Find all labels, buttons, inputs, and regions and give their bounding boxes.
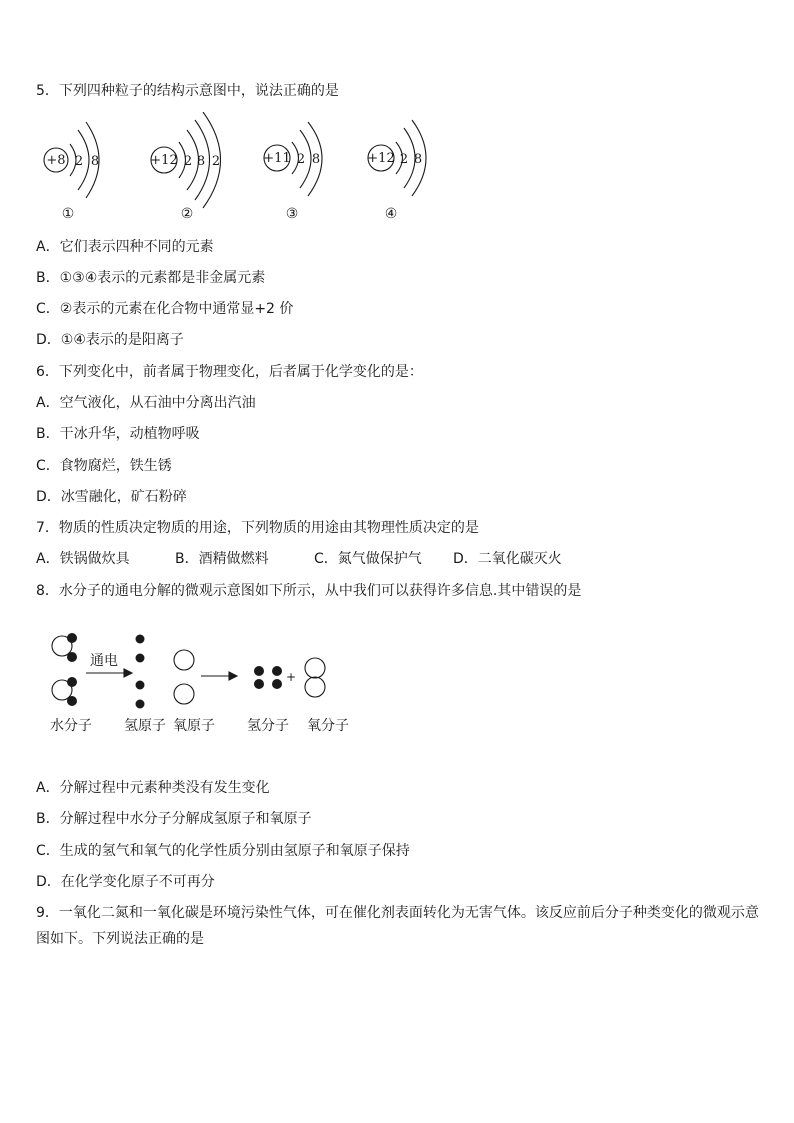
hydrogen-atom-dot xyxy=(67,652,77,662)
diagram-mark: ① xyxy=(61,206,75,222)
hydrogen-atom-dot xyxy=(136,635,145,644)
oxygen-atom-circle xyxy=(305,677,325,697)
q8-option-c: C．生成的氢气和氧气的化学性质分别由氢原子和氧原子保持 xyxy=(36,843,410,859)
water-electrolysis-diagram xyxy=(0,628,794,743)
hydrogen-atom-dot xyxy=(136,654,145,663)
shell-electrons: 2 xyxy=(399,152,409,167)
hydrogen-atom-dot xyxy=(254,666,264,676)
oxygen-atom-circle xyxy=(174,650,194,670)
label-oxygen-molecule: 氧分子 xyxy=(307,718,349,734)
question-5-stem: 5．下列四种粒子的结构示意图中，说法正确的是 xyxy=(36,83,339,99)
q7-option-b: B．酒精做燃料 xyxy=(175,551,269,567)
diagram-mark: ④ xyxy=(384,206,398,222)
hydrogen-atom-dot xyxy=(136,700,145,709)
nucleus-charge: +8 xyxy=(46,153,66,168)
question-7-stem: 7．物质的性质决定物质的用途，下列物质的用途由其物理性质决定的是 xyxy=(36,520,479,536)
diagram-mark: ③ xyxy=(285,206,299,222)
shell-electrons: 2 xyxy=(211,154,221,169)
hydrogen-atom-dot xyxy=(136,681,145,690)
hydrogen-atom-dot xyxy=(272,679,282,689)
q5-option-a: A．它们表示四种不同的元素 xyxy=(36,239,214,255)
atomic-structure-diagrams xyxy=(0,112,794,222)
q6-option-c: C．食物腐烂，铁生锈 xyxy=(36,458,172,474)
plus-sign: + xyxy=(285,670,297,684)
arrowhead xyxy=(229,672,237,680)
q8-option-a: A．分解过程中元素种类没有发生变化 xyxy=(36,780,270,796)
q6-option-d: D．冰雪融化，矿石粉碎 xyxy=(36,489,187,505)
arrow-label: 通电 xyxy=(90,653,118,669)
hydrogen-atom-dot xyxy=(272,666,282,676)
q5-option-d: D．①④表示的是阳离子 xyxy=(36,332,184,348)
q8-option-d: D．在化学变化原子不可再分 xyxy=(36,874,215,890)
shell-electrons: 2 xyxy=(296,152,306,167)
hydrogen-atom-dot xyxy=(67,696,77,706)
q7-option-d: D．二氧化碳灭火 xyxy=(453,551,562,567)
arrowhead xyxy=(124,669,132,677)
question-6-stem: 6．下列变化中，前者属于物理变化，后者属于化学变化的是： xyxy=(36,364,423,380)
nucleus-charge: +11 xyxy=(263,151,291,166)
question-9-stem: 9．一氧化二氮和一氧化碳是环境污染性气体，可在催化剂表面转化为无害气体。该反应前后分子种类变化的微观示意图如下。下列说法正确的是 xyxy=(36,905,759,947)
shell-electrons: 8 xyxy=(413,152,423,167)
hydrogen-atom-dot xyxy=(254,679,264,689)
label-water-molecule: 水分子 xyxy=(50,718,92,734)
shell-electrons: 2 xyxy=(74,154,84,169)
q5-option-c: C．②表示的元素在化合物中通常显+2 价 xyxy=(36,301,294,317)
diagram-mark: ② xyxy=(180,206,194,222)
hydrogen-atom-dot xyxy=(67,677,77,687)
q7-option-a: A．铁锅做炊具 xyxy=(36,551,130,567)
oxygen-atom-circle xyxy=(174,684,194,704)
q6-option-a: A．空气液化，从石油中分离出汽油 xyxy=(36,395,256,411)
q7-option-c: C．氮气做保护气 xyxy=(314,551,422,567)
q8-option-b: B．分解过程中水分子分解成氢原子和氧原子 xyxy=(36,811,312,827)
nucleus-charge: +12 xyxy=(367,151,395,166)
shell-electrons: 8 xyxy=(90,154,100,169)
label-oxygen-atom: 氧原子 xyxy=(173,718,215,734)
shell-electrons: 8 xyxy=(311,152,321,167)
oxygen-atom-circle xyxy=(305,658,325,678)
question-8-stem: 8．水分子的通电分解的微观示意图如下所示，从中我们可以获得许多信息.其中错误的是 xyxy=(36,583,582,599)
label-hydrogen-molecule: 氢分子 xyxy=(247,718,289,734)
hydrogen-atom-dot xyxy=(67,633,77,643)
nucleus-charge: +12 xyxy=(150,153,178,168)
shell-electrons: 2 xyxy=(183,154,193,169)
q5-option-b: B．①③④表示的元素都是非金属元素 xyxy=(36,270,266,286)
q6-option-b: B．干冰升华，动植物呼吸 xyxy=(36,426,200,442)
shell-electrons: 8 xyxy=(196,154,206,169)
label-hydrogen-atom: 氢原子 xyxy=(124,718,166,734)
